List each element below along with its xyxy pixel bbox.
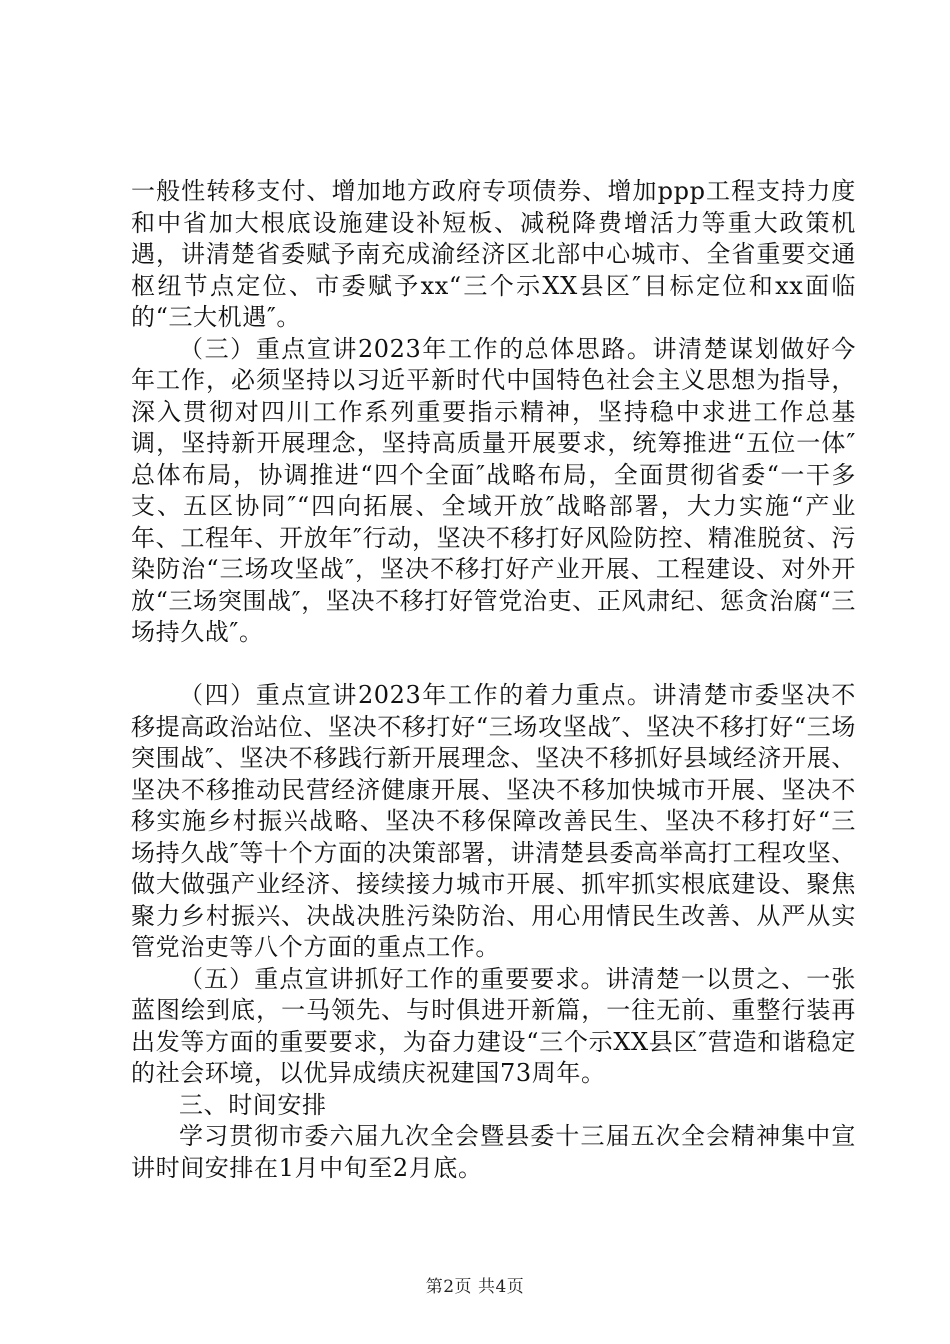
paragraph-schedule: 学习贯彻市委六届九次全会暨县委十三届五次全会精神集中宣讲时间安排在1月中旬至2月底。 <box>131 1122 856 1182</box>
paragraph-key-requirements: （五）重点宣讲抓好工作的重要要求。讲清楚一以贯之、一张蓝图绘到底，一马领先、与时俱进开新篇，一往无前、重整行装再出发等方面的重要要求，为奋力建设“三个示XX县区″营造和谐稳定的社会环境，以优异成绩庆祝建国73周年。 <box>131 964 856 1087</box>
paragraph-policy-opportunities: 一般性转移支付、增加地方政府专项债券、增加ppp工程支持力度和中省加大根底设施建设补短板、减税降费增活力等重大政策机遇，讲清楚省委赋予南充成渝经济区北部中心城市、全省重要交通枢纽节点定位、市委赋予xx“三个示XX县区″目标定位和xx面临的“三大机遇″。 <box>131 177 856 331</box>
paragraph-overall-approach: （三）重点宣讲2023年工作的总体思路。讲清楚谋划做好今年工作，必须坚持以习近平新时代中国特色社会主义思想为指导，深入贯彻对四川工作系列重要指示精神，坚持稳中求进工作总基调，坚持新开展理念，坚持高质量开展要求，统筹推进“五位一体″总体布局，协调推进“四个全面″战略布局，全面贯彻省委“一干多支、五区协同″“四向拓展、全域开放″战略部署，大力实施“产业年、工程年、开放年″行动，坚决不移打好风险防控、精准脱贫、污染防治“三场攻坚战″，坚决不移打好产业开展、工程建设、对外开放“三场突围战″，坚决不移打好管党治吏、正风肃纪、惩贪治腐“三场持久战″。 <box>131 334 856 646</box>
section-heading-schedule: 三、时间安排 <box>179 1090 327 1119</box>
page-number-footer: 第2页 共4页 <box>425 1277 525 1297</box>
paragraph-key-focus: （四）重点宣讲2023年工作的着力重点。讲清楚市委坚决不移提高政治站位、坚决不移打好“三场攻坚战″、坚决不移打好“三场突围战″、坚决不移践行新开展理念、坚决不移抓好县域经济开展、坚决不移推动民营经济健康开展、坚决不移加快城市开展、坚决不移实施乡村振兴战略、坚决不移保障改善民生、坚决不移打好“三场持久战″等十个方面的决策部署，讲清楚县委高举高打工程攻坚、做大做强产业经济、接续接力城市开展、抓牢抓实根底建设、聚焦聚力乡村振兴、决战决胜污染防治、用心用情民生改善、从严从实管党治吏等八个方面的重点工作。 <box>131 681 856 961</box>
paragraph-spacer <box>131 649 856 681</box>
document-body <box>131 176 856 1184</box>
